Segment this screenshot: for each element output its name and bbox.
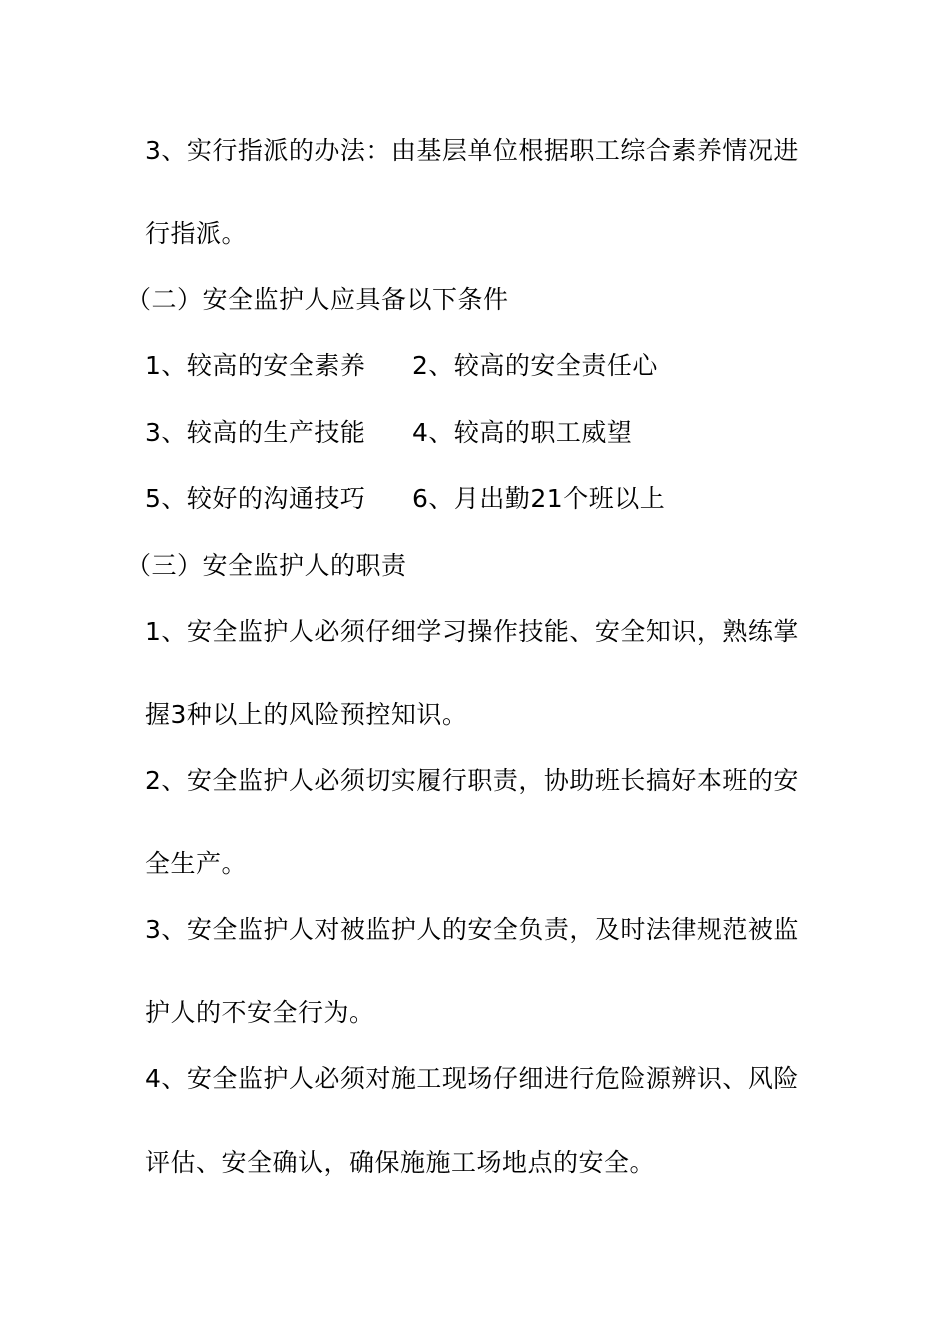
paragraph-line: 3、实行指派的办法：由基层单位根据职工综合素养情况进 (145, 136, 799, 165)
condition-item: 5、较好的沟通技巧 (145, 484, 366, 513)
section-heading-2: （二）安全监护人应具备以下条件 (126, 285, 509, 314)
section-heading-3: （三）安全监护人的职责 (126, 551, 407, 580)
duty-line: 评估、安全确认，确保施施工场地点的安全。 (145, 1148, 656, 1177)
duty-line: 1、安全监护人必须仔细学习操作技能、安全知识，熟练掌 (145, 617, 799, 646)
duty-line: 3、安全监护人对被监护人的安全负责，及时法律规范被监 (145, 915, 799, 944)
condition-item: 4、较高的职工威望 (412, 418, 633, 447)
paragraph-line: 行指派。 (145, 219, 248, 248)
duty-line: 2、安全监护人必须切实履行职责，协助班长搞好本班的安 (145, 766, 799, 795)
condition-item: 1、较高的安全素养 (145, 351, 366, 380)
duty-line: 护人的不安全行为。 (145, 998, 375, 1027)
duty-line: 握3种以上的风险预控知识。 (145, 700, 468, 729)
duty-line: 4、安全监护人必须对施工现场仔细进行危险源辨识、风险 (145, 1064, 799, 1093)
condition-item: 6、月出勤21个班以上 (412, 484, 666, 513)
condition-item: 3、较高的生产技能 (145, 418, 366, 447)
condition-item: 2、较高的安全责任心 (412, 351, 658, 380)
duty-line: 全生产。 (145, 849, 248, 878)
